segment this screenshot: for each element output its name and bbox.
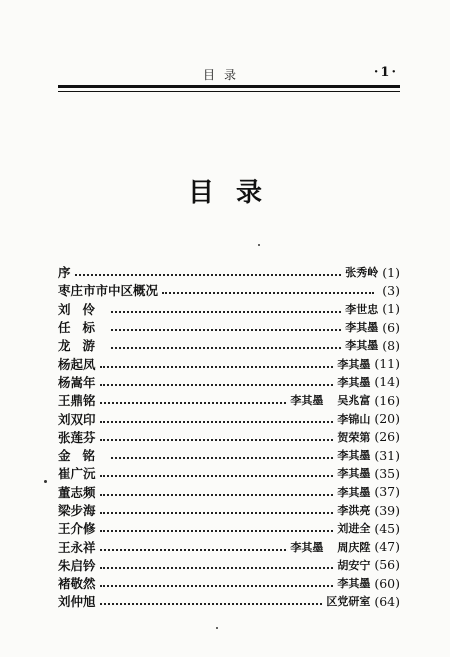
toc-entry-author: 吴兆富	[337, 394, 371, 408]
toc-entry-page: (11)	[374, 356, 400, 372]
toc-leader-dots	[100, 549, 287, 551]
toc-entry	[58, 300, 400, 318]
toc-entry	[58, 263, 400, 281]
scan-speck	[44, 480, 47, 483]
toc-entry-author: 李其墨	[337, 485, 371, 499]
toc-entry-author: 李其墨	[345, 339, 379, 353]
toc-entry-page: (31)	[374, 447, 400, 463]
toc-entry	[58, 556, 400, 574]
toc-entry	[58, 592, 400, 610]
toc-entry	[58, 537, 400, 555]
toc-entry-title: 刘伶	[58, 301, 108, 317]
toc-entry-author: 区党研室	[326, 595, 371, 609]
toc-entry-title: 王鼎铭	[58, 393, 96, 409]
toc-entry	[58, 574, 400, 592]
toc-entry	[58, 318, 400, 336]
toc-entry-author: 胡安宁	[337, 558, 371, 572]
toc-entry-title: 王永祥	[58, 539, 96, 555]
toc-entry	[58, 336, 400, 354]
toc-entry-author: 李其墨	[345, 321, 379, 335]
toc-entry	[58, 391, 400, 409]
toc-entry-author: 李洪亮	[337, 504, 371, 517]
toc-entry-author: 贺荣第	[337, 430, 371, 444]
toc-entry-author: 李其墨	[337, 375, 371, 389]
toc-entry-author: 张秀岭	[345, 266, 379, 280]
toc-entry-page: (56)	[374, 557, 400, 573]
toc-entry-author: 李其墨	[337, 467, 371, 481]
toc-entry-page: (26)	[374, 429, 400, 445]
toc-entry-author: 李其墨	[337, 449, 371, 463]
scan-speck	[216, 627, 218, 629]
toc-entry-author: 周庆陞	[337, 540, 371, 554]
toc-entry-title: 崔广沅	[58, 466, 96, 482]
toc-entry-page: (8)	[382, 337, 400, 353]
toc-leader-dots	[100, 512, 334, 514]
toc-leader-dots	[100, 384, 334, 386]
toc-entry-page: (20)	[374, 411, 400, 427]
toc-entry-title: 序	[58, 265, 71, 281]
toc-entry-page: (64)	[374, 593, 400, 609]
toc-entry-author: 李世忠	[345, 302, 379, 316]
toc-entry-title: 朱启钤	[58, 557, 96, 573]
toc-leader-dots	[162, 292, 374, 294]
toc-entry	[58, 281, 400, 299]
toc-entry-title: 龙游	[58, 338, 108, 354]
toc-leader-dots	[75, 274, 342, 276]
toc-entry-page: (45)	[374, 520, 400, 536]
toc-entry-page: (60)	[374, 575, 400, 591]
toc-entry	[58, 428, 400, 446]
toc-leader-dots	[100, 585, 334, 587]
scan-speck	[258, 244, 260, 246]
toc-entry	[58, 464, 400, 482]
toc-entry-title: 枣庄市市中区概况	[58, 283, 159, 299]
toc-entry-coauthor: 李其墨	[290, 540, 324, 554]
toc-leader-dots	[100, 567, 334, 569]
toc-entry-page: (16)	[374, 392, 400, 408]
table-of-contents	[58, 263, 400, 611]
toc-entry-title: 杨嵩年	[58, 374, 96, 390]
toc-entry-page: (14)	[374, 374, 400, 390]
toc-leader-dots	[100, 402, 287, 404]
toc-leader-dots	[100, 475, 334, 477]
toc-entry	[58, 519, 400, 537]
toc-entry-page: (1)	[382, 301, 400, 317]
toc-leader-dots	[100, 366, 334, 368]
toc-entry-author: 刘进全	[337, 522, 371, 536]
toc-entry-author: 李其墨	[337, 577, 371, 591]
toc-entry-title: 张莲芬	[58, 429, 96, 445]
toc-entry	[58, 409, 400, 427]
toc-entry-title: 金铭	[58, 448, 108, 464]
toc-entry-page: (37)	[374, 484, 400, 500]
toc-entry-page: (39)	[374, 502, 400, 518]
toc-entry-title: 梁步海	[58, 503, 96, 518]
toc-entry	[58, 373, 400, 391]
toc-leader-dots	[100, 603, 323, 605]
toc-entry-title: 杨起凤	[58, 356, 96, 372]
toc-entry-page: (1)	[382, 264, 400, 280]
toc-entry-title: 任标	[58, 320, 108, 336]
toc-leader-dots	[111, 457, 333, 459]
toc-entry-title: 王介修	[58, 521, 96, 537]
toc-leader-dots	[100, 439, 334, 441]
toc-entry-title: 刘仲旭	[58, 594, 96, 610]
toc-leader-dots	[100, 530, 334, 532]
toc-entry-page: (35)	[374, 465, 400, 481]
header-rule-thin	[58, 91, 400, 92]
header-rule-thick	[58, 85, 400, 88]
running-header	[58, 64, 400, 92]
toc-leader-dots	[100, 494, 334, 496]
toc-entry-page: (47)	[374, 539, 400, 555]
toc-leader-dots	[100, 421, 334, 423]
toc-leader-dots	[111, 347, 341, 349]
toc-leader-dots	[111, 329, 341, 331]
header-title: 目录	[203, 68, 246, 82]
toc-entry-title: 董志频	[58, 484, 96, 500]
page-title: 目录	[187, 178, 284, 208]
toc-entry	[58, 446, 400, 464]
toc-entry-page: (3)	[382, 282, 400, 298]
toc-leader-dots	[111, 311, 341, 313]
toc-entry-title: 褚敬然	[58, 576, 96, 592]
toc-entry	[58, 501, 400, 519]
toc-entry	[58, 483, 400, 501]
toc-entry-author: 李其墨	[337, 357, 371, 371]
header-page-number: ·1·	[373, 65, 398, 80]
toc-entry-coauthor: 李其墨	[290, 394, 324, 408]
toc-entry	[58, 354, 400, 372]
toc-entry-author: 李锦山	[337, 412, 371, 426]
toc-entry-page: (6)	[382, 319, 400, 335]
toc-entry-title: 刘双印	[58, 411, 96, 427]
